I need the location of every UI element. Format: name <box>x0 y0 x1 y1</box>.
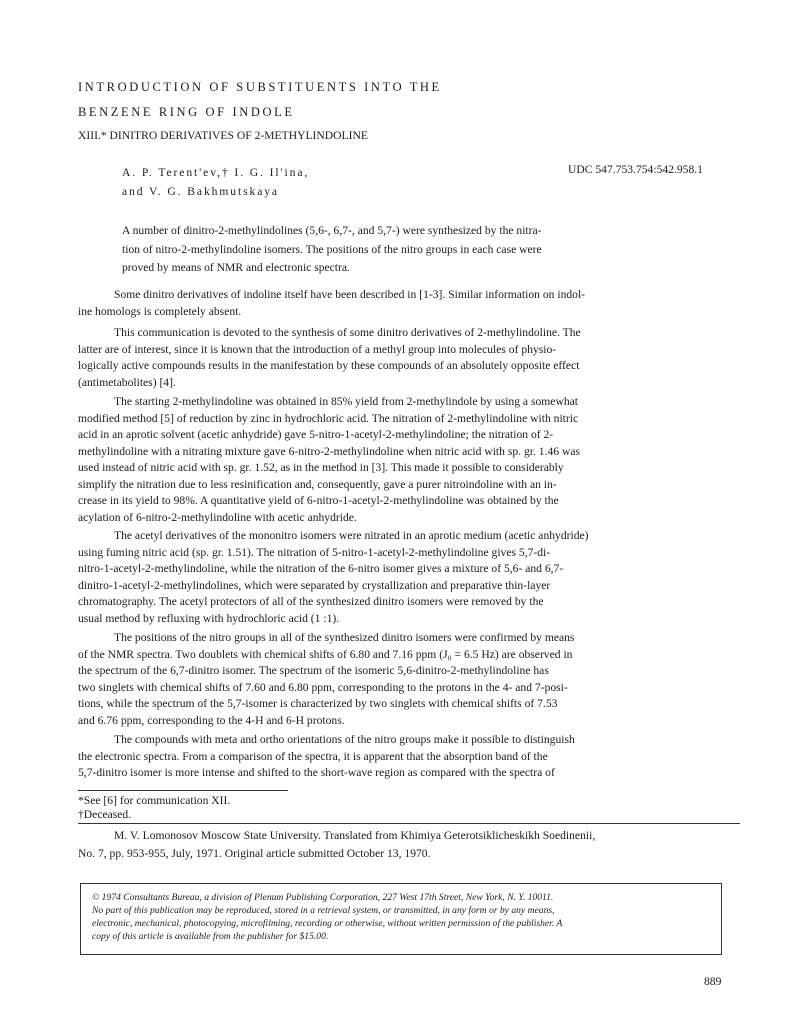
body-line: acid in an aprotic solvent (acetic anhydride) gave 5-nitro-1-acetyl-2-methylindoline; the nitration of 2- <box>78 428 554 441</box>
affiliation-line: No. 7, pp. 953-955, July, 1971. Original article submitted October 13, 1970. <box>78 847 431 860</box>
article-title-line-2: BENZENE RING OF INDOLE <box>78 105 295 119</box>
body-line: modified method [5] of reduction by zinc in hydrochloric acid. The nitration of 2-methylindoline with nitric <box>78 411 579 425</box>
body-line: of the NMR spectra. Two doublets with chemical shifts of 6.80 and 7.16 ppm (J₀ = 6.5 Hz) are observed in <box>78 647 573 661</box>
body-line: 5,7-dinitro isomer is more intense and shifted to the short-wave region as compared with the spectra of <box>78 766 555 779</box>
abstract-line: tion of nitro-2-methylindoline isomers. The positions of the nitro groups in each case were <box>122 242 542 256</box>
copyright-line: No part of this publication may be reproduced, stored in a retrieval system, or transmitted, in any form or by any means, <box>92 905 555 916</box>
paragraph-1 <box>78 287 740 320</box>
affiliation-divider <box>78 823 740 824</box>
copyright-notice <box>92 891 718 943</box>
body-line: The positions of the nitro groups in all of the synthesized dinitro isomers were confirmed by means <box>114 631 575 644</box>
body-line: and 6.76 ppm, corresponding to the 4-H and 6-H protons. <box>78 713 345 727</box>
body-line: methylindoline with a nitrating mixture gave 6-nitro-2-methylindoline when nitric acid with sp. gr. 1.46 was <box>78 444 580 458</box>
abstract <box>122 222 698 278</box>
authors-line-2: and V. G. Bakhmutskaya <box>122 185 279 198</box>
body-line: two singlets with chemical shifts of 7.60 and 6.80 ppm, corresponding to the protons in the 4- and 7-posi- <box>78 680 568 694</box>
body-line: the spectrum of the 6,7-dinitro isomer. The spectrum of the isomeric 5,6-dinitro-2-methylindoline has <box>78 664 549 677</box>
body-line: latter are of interest, since it is known that the introduction of a methyl group into molecules of physio- <box>78 342 557 356</box>
footnote-divider <box>78 790 288 791</box>
footnote-deceased: †Deceased. <box>78 808 132 821</box>
paragraph-3 <box>78 394 740 526</box>
body-line: nitro-1-acetyl-2-methylindoline, while the nitration of the 6-nitro isomer gives a mixture of 5,6- and 6,7- <box>78 562 564 575</box>
author-block <box>122 163 309 201</box>
body-line: used instead of nitric acid with sp. gr. 1.52, as in the method in [3]. This made it possible to considerably <box>78 461 564 474</box>
body-line: Some dinitro derivatives of indoline itself have been described in [1-3]. Similar information on indol- <box>114 288 586 301</box>
body-line: ine homologs is completely absent. <box>78 304 242 318</box>
affiliation-line: M. V. Lomonosov Moscow State University. Translated from Khimiya Geterotsiklicheskikh Soedinenii, <box>114 829 596 842</box>
body-line: chromatography. The acetyl protectors of all of the synthesized dinitro isomers were removed by the <box>78 595 544 608</box>
abstract-line: A number of dinitro-2-methylindolines (5,6-, 6,7-, and 5,7-) were synthesized by the nitra- <box>122 224 542 237</box>
page-number: 889 <box>704 975 722 988</box>
authors-line-1: A. P. Terent'ev,† I. G. Il'ina, <box>122 166 310 179</box>
body-line: crease in its yield to 98%. A quantitative yield of 6-nitro-1-acetyl-2-methylindoline was obtained by the <box>78 494 559 507</box>
copyright-line: © 1974 Consultants Bureau, a division of Plenum Publishing Corporation, 227 West 17th Street, New York, N. Y. 10011. <box>92 892 554 903</box>
affiliation <box>78 827 740 863</box>
paragraph-2 <box>78 325 740 391</box>
body-line: the electronic spectra. From a comparison of the spectra, it is apparent that the absorption band of the <box>78 749 548 763</box>
copyright-line: electronic, mechanical, photocopying, microfilming, recording or otherwise, without written permission of the publisher. A <box>92 918 563 929</box>
body-line: dinitro-1-acetyl-2-methylindolines, which were separated by crystallization and preparative thin-layer <box>78 578 551 592</box>
body-line: (antimetabolites) [4]. <box>78 375 176 389</box>
body-line: acylation of 6-nitro-2-methylindoline with acetic anhydride. <box>78 510 357 524</box>
body-line: This communication is devoted to the synthesis of some dinitro derivatives of 2-methylindoline. The <box>114 326 581 339</box>
paragraph-4 <box>78 528 740 627</box>
paragraph-6 <box>78 732 740 782</box>
body-line: The compounds with meta and ortho orientations of the nitro groups make it possible to distinguish <box>114 733 575 746</box>
body-line: The acetyl derivatives of the mononitro isomers were nitrated in an aprotic medium (acetic anhydride) <box>114 529 589 542</box>
copyright-line: copy of this article is available from the publisher for $15.00. <box>92 931 329 942</box>
body-line: simplify the nitration due to less resinification and, consequently, gave a purer nitroindoline with an in- <box>78 477 557 491</box>
article-title-line-1: INTRODUCTION OF SUBSTITUENTS INTO THE <box>78 80 442 94</box>
footnote-communication: *See [6] for communication XII. <box>78 794 231 807</box>
body-line: The starting 2-methylindoline was obtained in 85% yield from 2-methylindole by using a somewhat <box>114 395 578 408</box>
udc-code: UDC 547.753.754:542.958.1 <box>568 163 703 176</box>
abstract-line: proved by means of NMR and electronic spectra. <box>122 261 350 274</box>
body-line: tions, while the spectrum of the 5,7-isomer is characterized by two singlets with chemical shifts of 7.53 <box>78 697 558 710</box>
paragraph-5 <box>78 630 740 729</box>
series-title: XIII.* DINITRO DERIVATIVES OF 2-METHYLINDOLINE <box>78 129 368 142</box>
body-line: using fuming nitric acid (sp. gr. 1.51). The nitration of 5-nitro-1-acetyl-2-methylindoline gives 5,7-di- <box>78 545 551 559</box>
body-line: usual method by refluxing with hydrochloric acid (1 :1). <box>78 611 340 625</box>
body-line: logically active compounds results in the manifestation by these compounds of an absolutely opposite effect <box>78 359 580 372</box>
